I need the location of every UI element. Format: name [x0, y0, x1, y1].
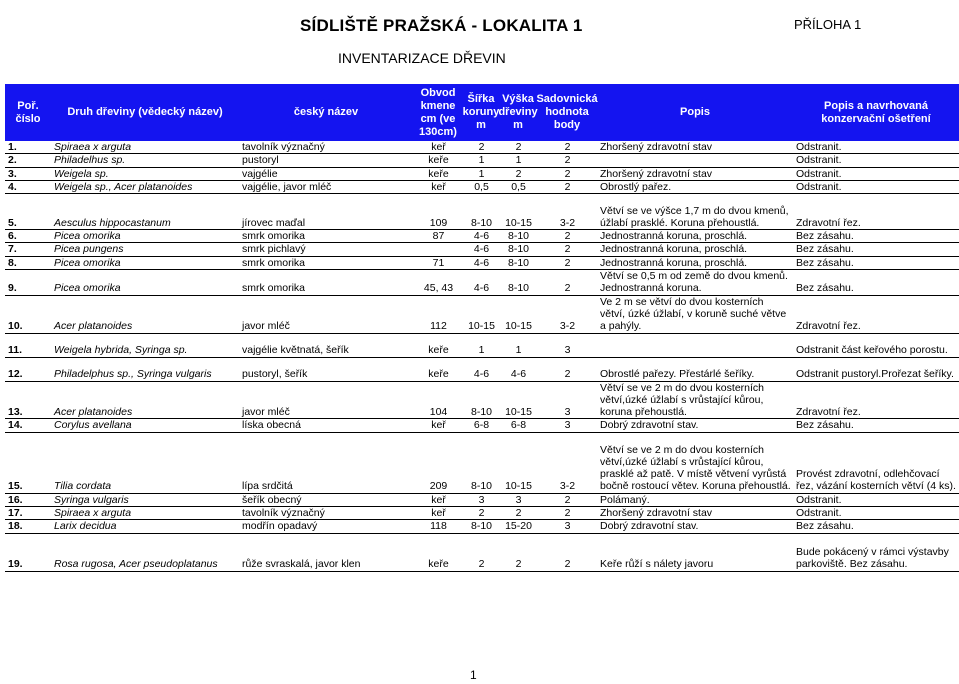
cell-czech: javor mléč: [242, 320, 290, 333]
cell-height: 8-10: [507, 282, 529, 295]
cell-measure: Odstranit pustoryl.Prořezat šeříky.: [796, 368, 954, 381]
table-row: [5, 230, 959, 243]
cell-no: 10.: [8, 320, 23, 333]
table-row: [5, 357, 959, 381]
cell-latin: Weigela sp.: [54, 167, 109, 180]
cell-crown: 6-8: [473, 419, 490, 432]
cell-czech: tavolník význačný: [242, 141, 325, 153]
col-header-desc: Popis: [680, 106, 710, 118]
cell-height: 3: [515, 493, 522, 506]
cell-girth: keře: [428, 154, 449, 167]
cell-girth: keř: [431, 419, 446, 432]
cell-crown: 4-6: [473, 368, 490, 381]
cell-girth: keř: [431, 180, 446, 193]
cell-latin: Picea pungens: [54, 243, 124, 256]
cell-latin: Acer platanoides: [54, 320, 133, 333]
cell-czech: vajgélie květnatá, šeřík: [242, 344, 349, 357]
cell-crown: 2: [478, 507, 485, 520]
table-row: [5, 141, 959, 154]
col-header-no: Poř. číslo: [15, 99, 41, 125]
cell-measure: Odstranit.: [796, 141, 842, 153]
table-row: [5, 270, 959, 296]
cell-czech: javor mléč: [242, 406, 290, 419]
cell-measure: Bude pokácený v rámci výstavby parkoviště. Bez zásahu.: [796, 546, 949, 571]
cell-height: 2: [515, 141, 522, 153]
col-header-girth: Obvod kmene cm (ve 130cm): [419, 86, 457, 138]
cell-girth: 71: [432, 256, 445, 269]
cell-crown: 4-6: [473, 243, 490, 256]
cell-czech: šeřík obecný: [242, 493, 302, 506]
cell-crown: 4-6: [473, 256, 490, 269]
cell-no: 3.: [8, 167, 17, 180]
cell-measure: Odstranit část keřového porostu.: [796, 344, 948, 357]
cell-czech: lípa srdčitá: [242, 480, 293, 493]
cell-latin: Acer platanoides: [54, 406, 133, 419]
cell-value: 2: [564, 154, 571, 167]
cell-no: 5.: [8, 216, 17, 229]
table-row: [5, 333, 959, 357]
table-row: [5, 154, 959, 167]
cell-crown: 3: [478, 493, 485, 506]
cell-value: 2: [564, 558, 571, 571]
cell-girth: 45, 43: [423, 282, 454, 295]
cell-latin: Picea omorika: [54, 230, 121, 243]
cell-latin: Larix decidua: [54, 520, 117, 533]
cell-desc: Zhoršený zdravotní stav: [600, 507, 713, 520]
cell-desc: Větví se ve výšce 1,7 m do dvou kmenů, úžlabí prasklé. Koruna přehoustlá.: [600, 204, 789, 229]
cell-value: 3: [564, 344, 571, 357]
cell-measure: Bez zásahu.: [796, 520, 854, 533]
cell-latin: Philadelhus sp.: [54, 154, 126, 167]
col-header-value: Sadovnická hodnota body: [536, 93, 598, 131]
cell-crown: 4-6: [473, 282, 490, 295]
cell-value: 3: [564, 406, 571, 419]
cell-measure: Zdravotní řez.: [796, 406, 861, 419]
cell-czech: tavolník význačný: [242, 507, 325, 520]
cell-latin: Rosa rugosa, Acer pseudoplatanus: [54, 558, 218, 571]
table-row: [5, 432, 959, 493]
cell-value: 2: [564, 493, 571, 506]
cell-no: 13.: [8, 406, 23, 419]
cell-measure: Odstranit.: [796, 180, 842, 193]
cell-no: 14.: [8, 419, 23, 432]
cell-no: 2.: [8, 154, 17, 167]
cell-czech: líska obecná: [242, 419, 301, 432]
cell-desc: Větví se ve 2 m do dvou kosterních větví,úzké úžlabí s vrůstající kůrou, prasklé až patě. V místě větvení vyrůstá bočně rostoucí větev. Koruna přehoustlá.: [600, 443, 791, 493]
table-row: [5, 381, 959, 419]
cell-latin: Weigela hybrida, Syringa sp.: [54, 344, 188, 357]
cell-value: 2: [564, 507, 571, 520]
cell-latin: Philadelphus sp., Syringa vulgaris: [54, 368, 212, 381]
cell-value: 2: [564, 167, 571, 180]
col-header-latin: Druh dřeviny (vědecký název): [67, 106, 223, 118]
document-title: SÍDLIŠTĚ PRAŽSKÁ - LOKALITA 1: [300, 16, 583, 35]
cell-desc: Obrostlé pařezy. Přestárlé šeříky.: [600, 368, 755, 381]
cell-desc: Polámaný.: [600, 493, 650, 506]
col-header-measure: Popis a navrhovaná konzervační ošetření: [821, 99, 931, 125]
cell-height: 6-8: [510, 419, 527, 432]
cell-measure: Bez zásahu.: [796, 419, 854, 432]
cell-latin: Syringa vulgaris: [54, 493, 129, 506]
cell-czech: smrk omorika: [242, 230, 306, 243]
cell-desc: Ve 2 m se větví do dvou kosterních větví, úzké úžlabí, v koruně suché větve a pahýly.: [600, 295, 787, 333]
cell-height: 15-20: [505, 520, 532, 533]
cell-value: 3-2: [559, 480, 576, 493]
cell-measure: Bez zásahu.: [796, 243, 854, 256]
cell-value: 2: [564, 282, 571, 295]
cell-desc: Obrostlý pařez.: [600, 180, 672, 193]
table-row: [5, 295, 959, 333]
cell-measure: Odstranit.: [796, 507, 842, 520]
cell-height: 2: [515, 558, 522, 571]
cell-czech: jírovec maďal: [242, 216, 306, 229]
cell-desc: Větví se 0,5 m od země do dvou kmenů. Jednostranná koruna.: [600, 270, 788, 295]
cell-latin: Tilia cordata: [54, 480, 112, 493]
cell-measure: Zdravotní řez.: [796, 320, 861, 333]
cell-no: 17.: [8, 507, 23, 520]
cell-czech: růže svraskalá, javor klen: [242, 558, 361, 571]
cell-height: 10-15: [505, 480, 532, 493]
cell-girth: keře: [428, 344, 449, 357]
cell-value: 2: [564, 180, 571, 193]
cell-value: 3-2: [559, 216, 576, 229]
cell-czech: smrk omorika: [242, 256, 306, 269]
cell-height: 8-10: [507, 256, 529, 269]
cell-desc: Zhoršený zdravotní stav: [600, 141, 713, 153]
cell-height: 8-10: [507, 230, 529, 243]
cell-height: 2: [515, 167, 522, 180]
table-row: [5, 419, 959, 432]
cell-latin: Picea omorika: [54, 282, 121, 295]
cell-czech: pustoryl, šeřík: [242, 368, 308, 381]
cell-measure: Odstranit.: [796, 154, 842, 167]
table-row: [5, 520, 959, 533]
table-row: [5, 533, 959, 571]
inventory-table: [5, 141, 959, 572]
cell-no: 15.: [8, 480, 23, 493]
table-row: [5, 194, 959, 230]
col-header-crown: Šířka koruny m: [462, 93, 500, 131]
cell-czech: smrk pichlavý: [242, 243, 306, 256]
cell-desc: Jednostranná koruna, proschlá.: [600, 230, 748, 243]
cell-crown: 2: [478, 141, 485, 153]
col-header-czech: český název: [293, 106, 359, 118]
cell-latin: Corylus avellana: [54, 419, 132, 432]
cell-crown: 4-6: [473, 230, 490, 243]
cell-latin: Picea omorika: [54, 256, 121, 269]
cell-girth: keře: [428, 558, 449, 571]
cell-measure: Provést zdravotní, odlehčovací řez, vázání kosterních větví (4 ks).: [796, 468, 956, 493]
table-row: [5, 256, 959, 269]
cell-girth: keř: [431, 507, 446, 520]
cell-no: 16.: [8, 493, 23, 506]
document-subtitle: INVENTARIZACE DŘEVIN: [338, 50, 506, 66]
cell-crown: 0,5: [474, 180, 489, 193]
cell-value: 3: [564, 419, 571, 432]
cell-crown: 8-10: [470, 216, 492, 229]
cell-girth: keř: [431, 493, 446, 506]
cell-crown: 1: [478, 154, 485, 167]
cell-height: 0,5: [511, 180, 526, 193]
table-row: [5, 180, 959, 193]
cell-measure: Odstranit.: [796, 167, 842, 180]
cell-girth: 118: [430, 520, 447, 533]
cell-girth: 87: [432, 230, 445, 243]
cell-no: 11.: [8, 344, 23, 357]
cell-czech: smrk omorika: [242, 282, 306, 295]
cell-measure: Zdravotní řez.: [796, 216, 861, 229]
cell-girth: keře: [428, 368, 449, 381]
cell-latin: Spiraea x arguta: [54, 507, 132, 520]
cell-crown: 2: [478, 558, 485, 571]
cell-no: 4.: [8, 180, 17, 193]
cell-no: 12.: [8, 368, 23, 381]
cell-height: 10-15: [505, 216, 532, 229]
table-header: [5, 84, 959, 141]
cell-girth: keř: [431, 141, 446, 153]
cell-height: 1: [515, 154, 522, 167]
cell-desc: Větví se ve 2 m do dvou kosterních větví,úzké úžlabí s vrůstající kůrou, koruna přehoustlá.: [600, 381, 765, 419]
cell-desc: Dobrý zdravotní stav.: [600, 419, 699, 432]
cell-value: 3-2: [559, 320, 576, 333]
cell-measure: Bez zásahu.: [796, 230, 854, 243]
cell-no: 9.: [8, 282, 17, 295]
cell-desc: Keře růží s nálety javoru: [600, 558, 714, 571]
page-number: 1: [470, 668, 477, 682]
cell-value: 2: [564, 368, 571, 381]
cell-height: 10-15: [505, 406, 532, 419]
cell-value: 3: [564, 520, 571, 533]
cell-latin: Aesculus hippocastanum: [54, 216, 171, 229]
cell-value: 2: [564, 256, 571, 269]
cell-no: 8.: [8, 256, 17, 269]
cell-height: 2: [515, 507, 522, 520]
cell-no: 7.: [8, 243, 17, 256]
cell-czech: vajgélie: [242, 167, 278, 180]
cell-latin: Spiraea x arguta: [54, 141, 132, 153]
cell-desc: Dobrý zdravotní stav.: [600, 520, 699, 533]
cell-desc: [597, 154, 793, 167]
cell-girth: 209: [429, 480, 448, 493]
cell-girth: 112: [430, 320, 447, 333]
cell-no: 6.: [8, 230, 17, 243]
cell-value: 2: [564, 230, 571, 243]
table-row: [5, 493, 959, 506]
cell-desc: Zhoršený zdravotní stav: [600, 167, 713, 180]
cell-girth: [413, 243, 463, 256]
cell-value: 2: [564, 243, 571, 256]
col-header-height: Výška dřeviny m: [498, 93, 538, 131]
cell-crown: 8-10: [470, 480, 492, 493]
cell-czech: pustoryl: [242, 154, 279, 167]
cell-girth: keře: [428, 167, 449, 180]
cell-czech: vajgélie, javor mléč: [242, 180, 332, 193]
cell-crown: 8-10: [470, 520, 492, 533]
cell-no: 19.: [8, 558, 23, 571]
cell-height: 10-15: [505, 320, 532, 333]
table-row: [5, 243, 959, 256]
cell-crown: 8-10: [470, 406, 492, 419]
appendix-label: PŘÍLOHA 1: [794, 17, 862, 32]
cell-no: 1.: [8, 141, 17, 153]
cell-height: 8-10: [507, 243, 529, 256]
cell-measure: Odstranit.: [796, 493, 842, 506]
cell-girth: 109: [429, 216, 448, 229]
cell-crown: 10-15: [468, 320, 495, 333]
cell-latin: Weigela sp., Acer platanoides: [54, 180, 193, 193]
cell-desc: [597, 333, 793, 357]
cell-measure: Bez zásahu.: [796, 256, 854, 269]
cell-value: 2: [564, 141, 571, 153]
cell-measure: Bez zásahu.: [796, 282, 854, 295]
cell-czech: modřín opadavý: [242, 520, 318, 533]
cell-height: 1: [515, 344, 522, 357]
cell-no: 18.: [8, 520, 23, 533]
cell-crown: 1: [478, 344, 485, 357]
cell-desc: Jednostranná koruna, proschlá.: [600, 256, 748, 269]
table-row: [5, 507, 959, 520]
table-row: [5, 167, 959, 180]
cell-girth: 104: [429, 406, 448, 419]
cell-desc: Jednostranná koruna, proschlá.: [600, 243, 748, 256]
cell-height: 4-6: [510, 368, 527, 381]
cell-crown: 1: [478, 167, 485, 180]
